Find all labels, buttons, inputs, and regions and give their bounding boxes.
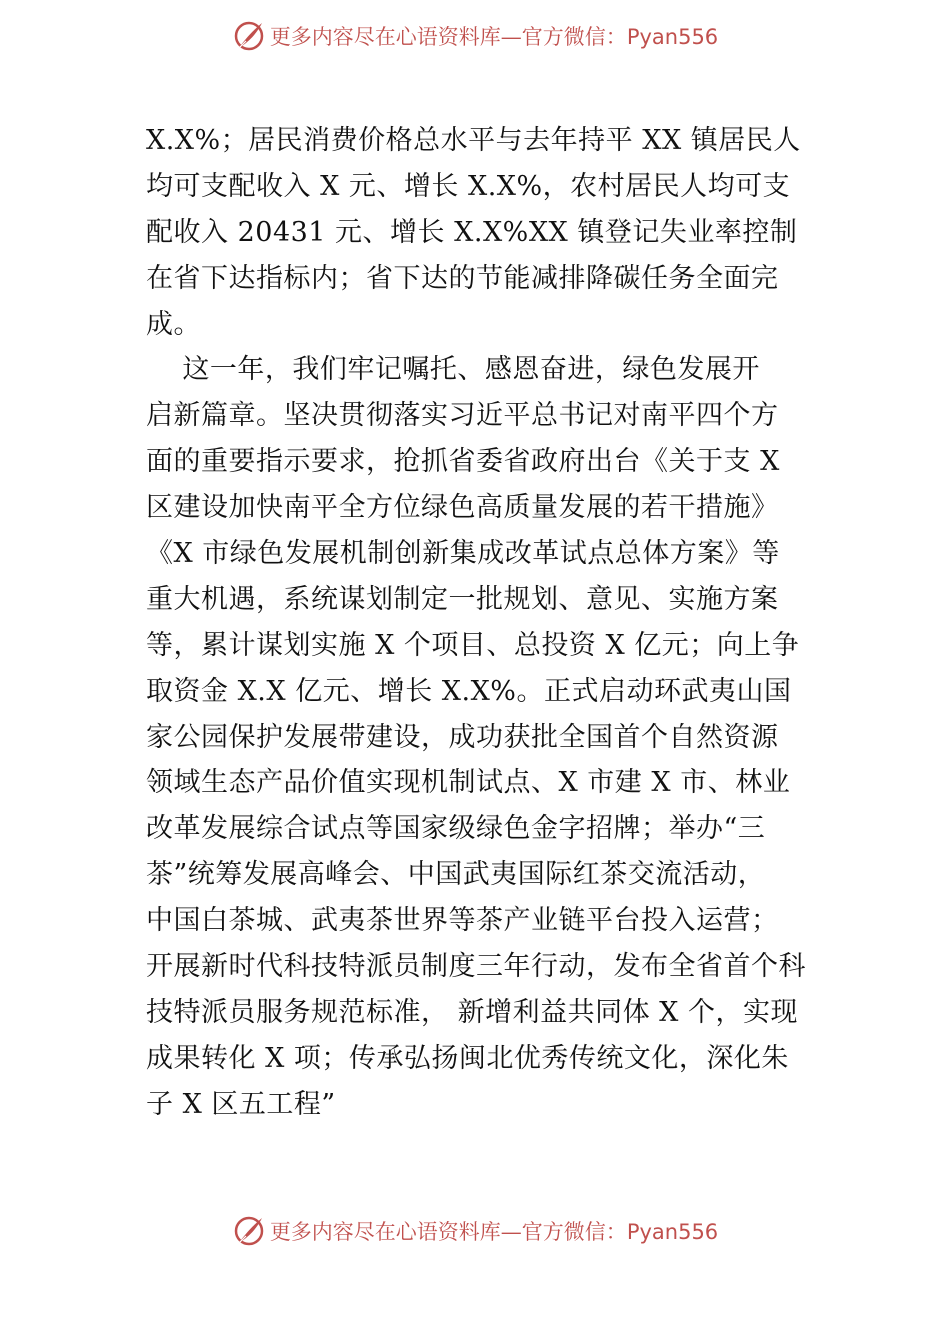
footer-banner-text: 更多内容尽在心语资料库—官方微信： <box>269 1220 627 1244</box>
text-line: 等，累计谋划实施 X 个项目、总投资 X 亿元；向上争 <box>146 629 800 661</box>
text-line: 成果转化 X 项；传承弘扬闽北优秀传统文化，深化朱 <box>146 1042 789 1074</box>
text-line: 茶”统筹发展高峰会、中国武夷国际红茶交流活动， <box>146 859 766 891</box>
text-line: 中国白茶城、武夷茶世界等茶产业链平台投入运营； <box>146 905 779 937</box>
header-banner-text: 更多内容尽在心语资料库—官方微信： <box>269 25 627 49</box>
text-line: X.X%；居民消费价格总水平与去年持平 XX 镇居民人 <box>146 125 801 156</box>
footer-wechat-id: Pyan556 <box>626 1220 719 1244</box>
text-line: 区建设加快南平全方位绿色高质量发展的若干措施》 <box>146 492 779 524</box>
footer-banner <box>0 1211 950 1251</box>
text-line: 技特派员服务规范标准， 新增利益共同体 X 个，实现 <box>146 996 798 1028</box>
text-line: 成。 <box>146 308 201 340</box>
text-line: 启新篇章。坚决贯彻落实习近平总书记对南平四个方 <box>146 400 779 432</box>
header-banner <box>0 16 950 56</box>
text-line: 《X 市绿色发展机制创新集成改革试点总体方案》等 <box>146 538 780 570</box>
text-line: 面的重要指示要求，抢抓省委省政府出台《关于支 X <box>146 446 780 478</box>
text-line: 子 X 区五工程” <box>146 1088 336 1120</box>
feather-pen-logo-icon <box>232 1214 266 1248</box>
text-line: 均可支配收入 X 元、增长 X.X%，农村居民人均可支 <box>146 170 791 202</box>
text-line: 家公园保护发展带建设，成功获批全国首个自然资源 <box>146 721 779 753</box>
text-line: 取资金 X.X 亿元、增长 X.X%。正式启动环武夷山国 <box>146 675 792 707</box>
document-body <box>146 118 822 1128</box>
text-line: 领域生态产品价值实现机制试点、X 市建 X 市、林业 <box>146 767 791 799</box>
text-line: 在省下达指标内；省下达的节能减排降碳任务全面完 <box>146 262 779 294</box>
text-line: 这一年，我们牢记嘱托、感恩奋进，绿色发展开 <box>146 354 760 386</box>
text-line: 开展新时代科技特派员制度三年行动，发布全省首个科 <box>146 951 806 983</box>
text-line: 重大机遇，系统谋划制定一批规划、意见、实施方案 <box>146 583 779 615</box>
text-line: 改革发展综合试点等国家级绿色金字招牌；举办“三 <box>146 813 766 845</box>
header-wechat-id: Pyan556 <box>626 25 719 49</box>
text-line: 配收入 20431 元、增长 X.X%XX 镇登记失业率控制 <box>146 216 798 248</box>
feather-pen-logo-icon <box>232 19 266 53</box>
